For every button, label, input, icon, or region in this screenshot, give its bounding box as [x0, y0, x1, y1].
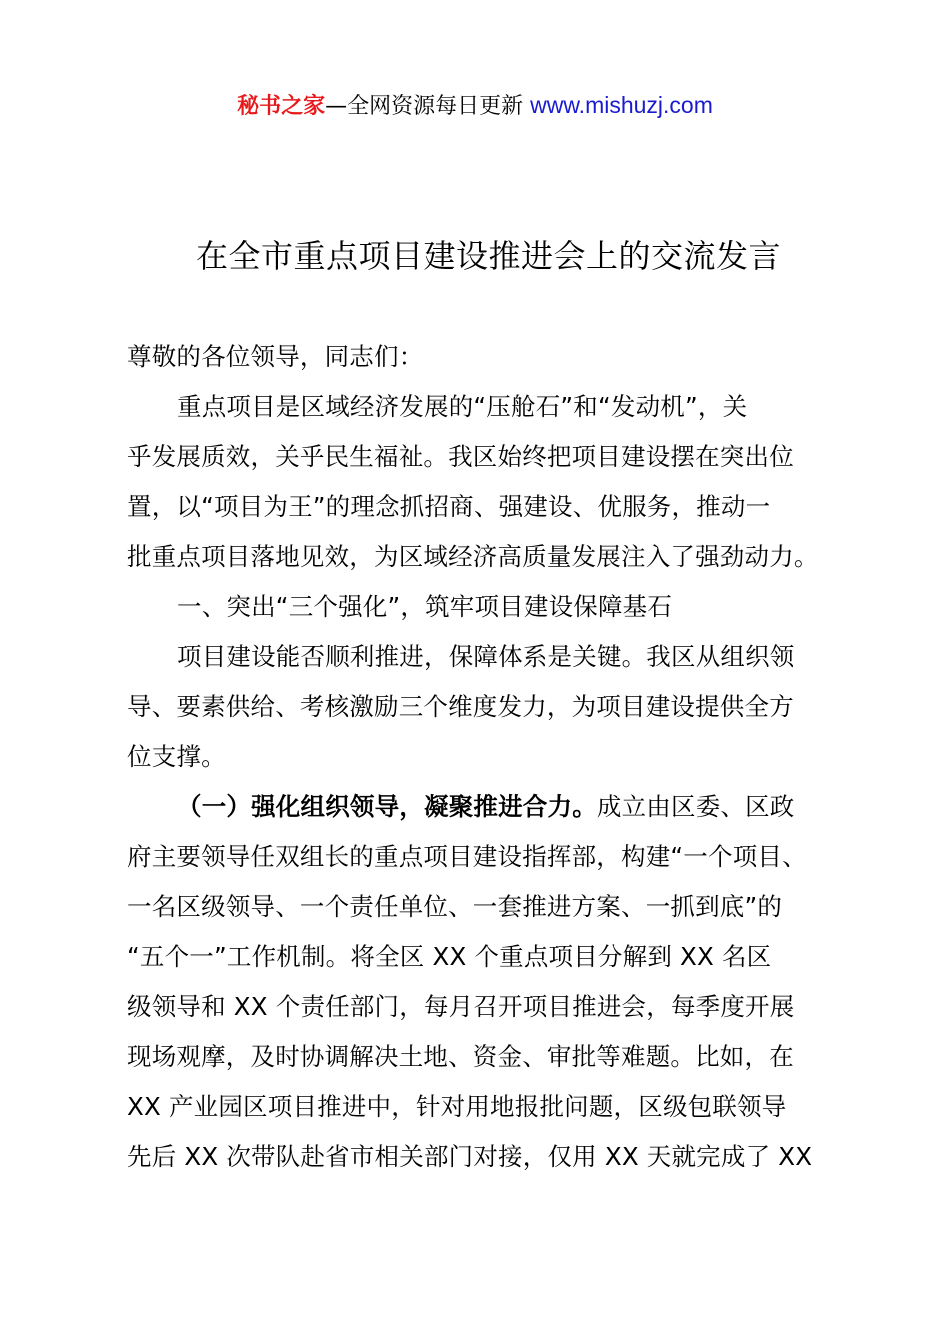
paragraph-line: 项目建设能否顺利推进，保障体系是关键。我区从组织领: [177, 642, 795, 671]
paragraph-text: 成立由区委、区政: [596, 792, 795, 821]
paragraph-line: 一名区级领导、一个责任单位、一套推进方案、一抓到底”的: [127, 892, 783, 921]
paragraph-line: 乎发展质效，关乎民生福祉。我区始终把项目建设摆在突出位: [127, 442, 794, 471]
paragraph-line: 批重点项目落地见效，为区域经济高质量发展注入了强劲动力。: [127, 542, 819, 571]
section-intro-paragraph: [127, 632, 837, 782]
site-slogan: —全网资源每日更新: [325, 94, 524, 119]
site-url-link[interactable]: www.mishuzj.com: [530, 92, 713, 118]
paragraph-line: 先后 XX 次带队赴省市相关部门对接，仅用 XX 天就完成了 XX: [127, 1142, 813, 1171]
paragraph-line: 重点项目是区域经济发展的“压舱石”和“发动机”，关: [177, 392, 748, 421]
paragraph-line: “五个一”工作机制。将全区 XX 个重点项目分解到 XX 名区: [127, 942, 772, 971]
paragraph-line: 导、要素供给、考核激励三个维度发力，为项目建设提供全方: [127, 692, 794, 721]
salutation: 尊敬的各位领导，同志们：: [127, 342, 424, 371]
paragraph-line: 级领导和 XX 个责任部门，每月召开项目推进会，每季度开展: [127, 992, 795, 1021]
paragraph-line: 现场观摩，及时协调解决土地、资金、审批等难题。比如，在: [127, 1042, 794, 1071]
paragraph-line-with-lead: [127, 782, 837, 832]
intro-paragraph: [127, 382, 837, 582]
document-body: [127, 332, 837, 1182]
paragraph-line: 置，以“项目为王”的理念抓招商、强建设、优服务，推动一: [127, 492, 771, 521]
subsection-paragraph: [127, 782, 837, 1182]
document-title: 在全市重点项目建设推进会上的交流发言: [196, 237, 782, 275]
paragraph-line: 位支撑。: [127, 742, 226, 771]
site-header-banner: [0, 88, 950, 124]
section-heading: 一、突出“三个强化”，筑牢项目建设保障基石: [177, 592, 673, 621]
paragraph-line: 府主要领导任双组长的重点项目建设指挥部，构建“一个项目、: [127, 842, 807, 871]
brand-name: 秘书之家: [237, 94, 326, 119]
paragraph-line: XX 产业园区项目推进中，针对用地报批问题，区级包联领导: [127, 1092, 787, 1121]
subsection-heading: （一）强化组织领导，凝聚推进合力。: [177, 792, 597, 821]
